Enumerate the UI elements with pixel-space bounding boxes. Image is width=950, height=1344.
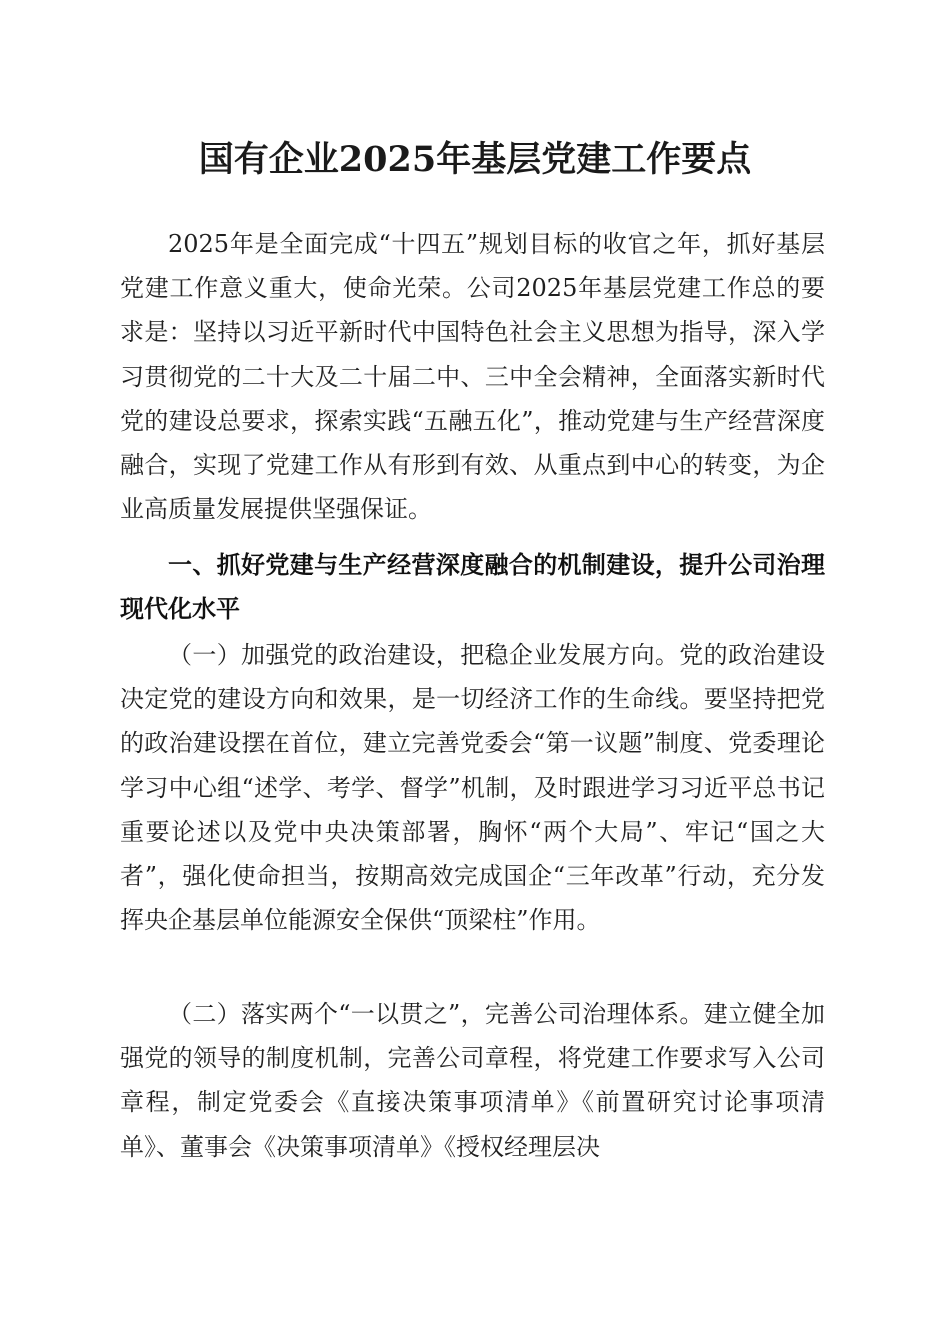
- paragraph-item-2: （二）落实两个“一以贯之”，完善公司治理体系。建立健全加强党的领导的制度机制，完善公司章程，将党建工作要求写入公司章程，制定党委会《直接决策事项清单》《前置研究讨论事项清单》、董事会《决策事项清单》《授权经理层决: [120, 1000, 825, 1161]
- intro-paragraph: 2025年是全面完成“十四五”规划目标的收官之年，抓好基层党建工作意义重大，使命光荣。公司2025年基层党建工作总的要求是：坚持以习近平新时代中国特色社会主义思想为指导，深入学习贯彻党的二十大及二十届二中、三中全会精神，全面落实新时代党的建设总要求，探索实践“五融五化”，推动党建与生产经营深度融合，实现了党建工作从有形到有效、从重点到中心的转变，为企业高质量发展提供坚强保证。: [120, 230, 825, 524]
- section-heading-1: 一、抓好党建与生产经营深度融合的机制建设，提升公司治理现代化水平: [120, 551, 825, 623]
- document-title: 国有企业2025年基层党建工作要点: [198, 139, 752, 180]
- paragraph-item-1: （一）加强党的政治建设，把稳企业发展方向。党的政治建设决定党的建设方向和效果，是一切经济工作的生命线。要坚持把党的政治建设摆在首位，建立完善党委会“第一议题”制度、党委理论学习中心组“述学、考学、督学”机制，及时跟进学习习近平总书记重要论述以及党中央决策部署，胸怀“两个大局”、牢记“国之大者”，强化使命担当，按期高效完成国企“三年改革”行动，充分发挥央企基层单位能源安全保供“顶梁柱”作用。: [120, 641, 825, 935]
